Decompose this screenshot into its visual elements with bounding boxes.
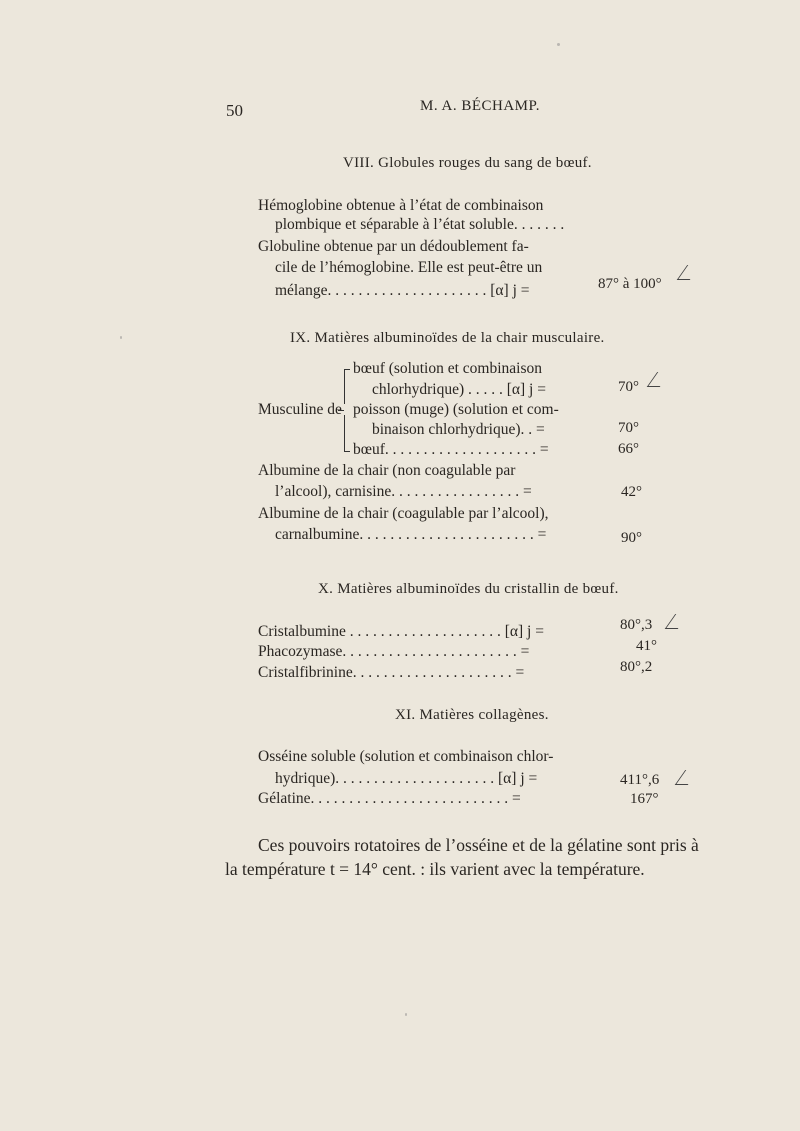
pencil-tick-icon [675, 770, 699, 785]
rotatory-value: 70° [618, 379, 639, 395]
paper-speck [120, 336, 122, 339]
rotatory-value: 70° [618, 420, 639, 436]
paper-speck [557, 43, 560, 46]
section-title-viii: VIII. Globules rouges du sang de bœuf. [343, 155, 592, 171]
entry-line: Cristalfibrinine. . . . . . . . . . . . . . . . . . . . . = [258, 664, 525, 681]
rotatory-value: 80°,3 [620, 617, 653, 633]
footnote-line: la température t = 14° cent. : ils varient avec la température. [225, 859, 645, 879]
entry-line: l’alcool), carnisine. . . . . . . . . . . . . . . . . = [275, 483, 532, 500]
entry-line: Phacozymase. . . . . . . . . . . . . . . . . . . . . . . = [258, 643, 530, 660]
entry-line: bœuf (solution et combinaison [353, 360, 542, 377]
entry-line: plombique et séparable à l’état soluble. . . . . . . [275, 216, 565, 233]
entry-line: Albumine de la chair (non coagulable par [258, 462, 516, 479]
entry-line: Gélatine. . . . . . . . . . . . . . . . . . . . . . . . . . = [258, 790, 521, 807]
section-title-ix: IX. Matières albuminoïdes de la chair musculaire. [290, 330, 605, 346]
brace-icon [344, 369, 350, 370]
brace-label: Musculine de [258, 401, 342, 418]
pencil-tick-icon [677, 265, 701, 280]
entry-line: Globuline obtenue par un dédoublement fa- [258, 238, 529, 255]
rotatory-value: 80°,2 [620, 659, 653, 675]
entry-line: hydrique). . . . . . . . . . . . . . . . . . . . . [α] j = [275, 770, 538, 787]
rotatory-value: 42° [621, 484, 642, 500]
footnote-line: Ces pouvoirs rotatoires de l’osséine et de la gélatine sont pris à [258, 835, 699, 855]
rotatory-value: 90° [621, 530, 642, 546]
section-title-xi: XI. Matières collagènes. [395, 707, 549, 723]
brace-icon [344, 415, 345, 451]
entry-line: bœuf. . . . . . . . . . . . . . . . . . . . = [353, 441, 549, 458]
rotatory-value: 167° [630, 791, 659, 807]
brace-icon [344, 451, 350, 452]
paper-speck [405, 1013, 407, 1016]
rotatory-value: 87° à 100° [598, 276, 662, 292]
pencil-tick-icon [665, 614, 689, 629]
section-title-x: X. Matières albuminoïdes du cristallin de bœuf. [318, 581, 619, 597]
pencil-tick-icon [647, 372, 671, 387]
entry-line: Albumine de la chair (coagulable par l’alcool), [258, 505, 549, 522]
entry-line: binaison chlorhydrique). . = [372, 421, 545, 438]
brace-icon [344, 370, 345, 404]
rotatory-value: 41° [636, 638, 657, 654]
entry-line: Osséine soluble (solution et combinaison chlor- [258, 748, 554, 765]
entry-line: carnalbumine. . . . . . . . . . . . . . . . . . . . . . . = [275, 526, 547, 543]
rotatory-value: 66° [618, 441, 639, 457]
entry-line: chlorhydrique) . . . . . [α] j = [372, 381, 546, 398]
entry-line: poisson (muge) (solution et com- [353, 401, 559, 418]
entry-line: cile de l’hémoglobine. Elle est peut-être un [275, 259, 543, 276]
page-number: 50 [226, 101, 243, 120]
rotatory-value: 411°,6 [620, 772, 660, 788]
running-title: M. A. BÉCHAMP. [420, 98, 540, 114]
entry-line: Hémoglobine obtenue à l’état de combinaison [258, 197, 544, 214]
entry-line: mélange. . . . . . . . . . . . . . . . . . . . . [α] j = [275, 282, 530, 299]
entry-line: Cristalbumine . . . . . . . . . . . . . . . . . . . . [α] j = [258, 623, 544, 640]
